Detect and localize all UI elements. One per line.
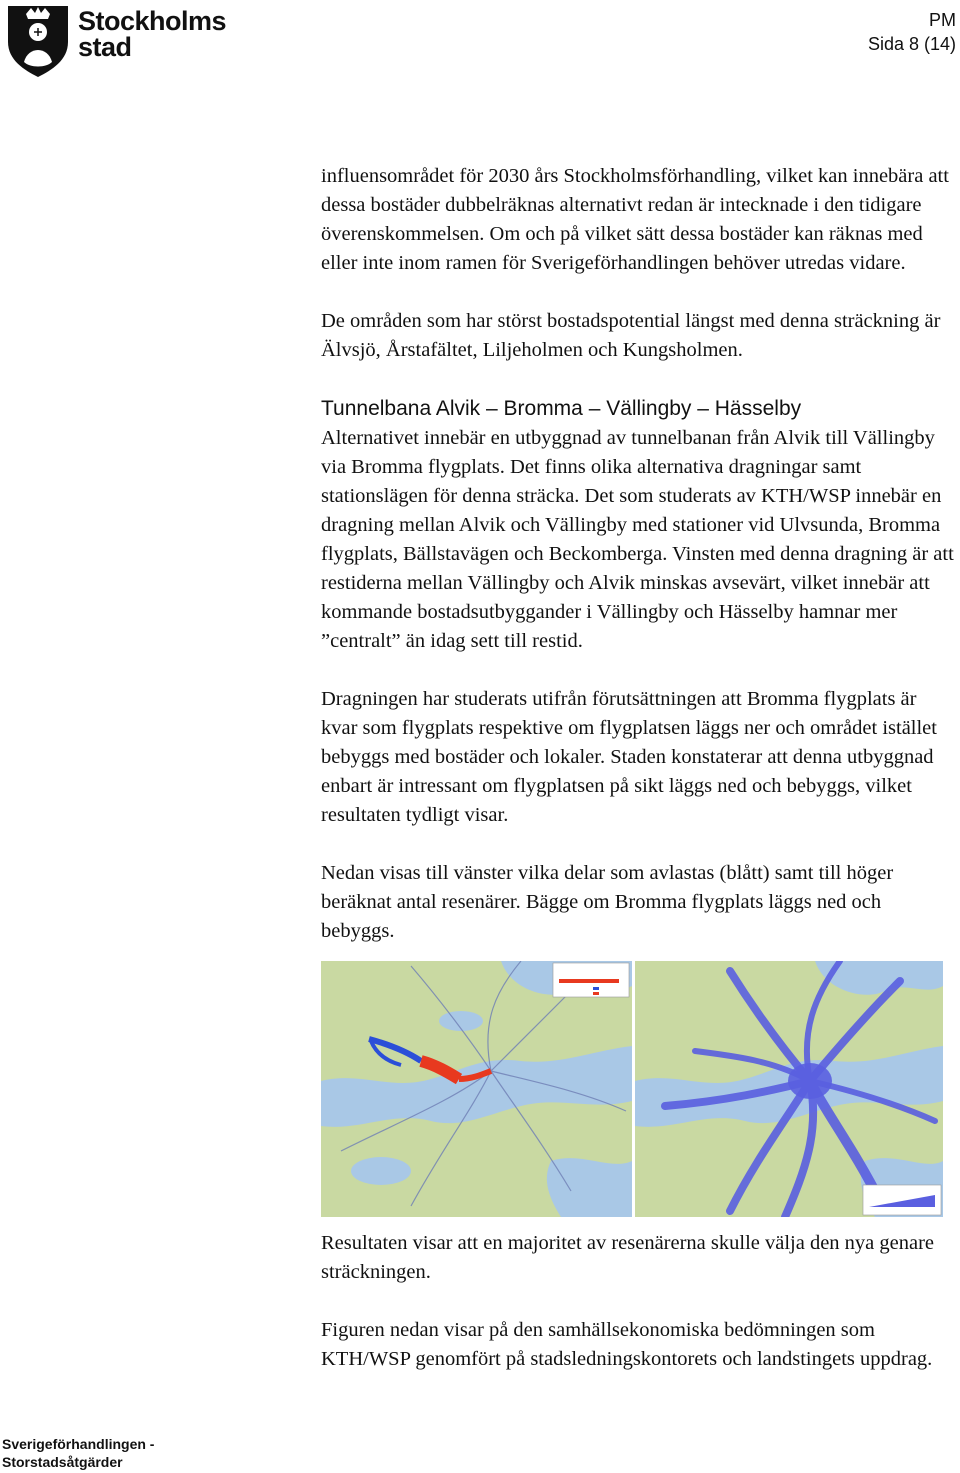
paragraph-map-caption: Nedan visas till vänster vilka delar som avlastas (blått) samt till höger beräknat antal resenärer. Bägge om Bromma flygplats läggs ned och bebyggs. — [321, 862, 894, 942]
daily-flow-map-graphic — [635, 961, 943, 1217]
doc-code: PM — [929, 10, 956, 30]
logo-text-line2: stad — [78, 32, 132, 62]
header-meta — [868, 8, 956, 56]
paragraph-socioeconomic: Figuren nedan visar på den samhällsekonomiska bedömningen som KTH/WSP genomfört på stadsledningskontorets och landstingets uppdrag. — [321, 1319, 933, 1370]
paragraph-routing-study: Dragningen har studerats utifrån förutsättningen att Bromma flygplats är kvar som flygplats respektive om flygplatsen läggs ner och området istället bebyggs med bostäder och lokaler. Staden konstaterar att denna utbyggnad enbart är intressant om flygplatsen på sikt läggs ned och bebyggs, vilket resultaten tydligt visar. — [321, 688, 937, 826]
footer-line1: Sverigeförhandlingen - — [2, 1436, 155, 1452]
map-flow-difference — [321, 961, 632, 1217]
paragraph-results: Resultaten visar att en majoritet av resenärerna skulle välja den nya genare sträckningen. — [321, 1232, 935, 1283]
footer-line2: Storstadsåtgärder — [2, 1454, 123, 1470]
paragraph-alternative: Alternativet innebär en utbyggnad av tunnelbanan från Alvik till Vällingby via Bromma flygplats. Det finns olika alternativa dragningar samt stationslägen för denna sträcka. Det som studerats av KTH/WSP innebär en dragning mellan Alvik och Vällingby med stationer vid Ulvsunda, Bromma flygplats, Bällstavägen och Beckomberga. Vinsten med denna dragning är att restiderna mellan Vällingby och Alvik minskas avsevärt, vilket innebär att kommande bostadsutbyggander i Vällingby och Hässelby hamnar mer ”centralt” än idag sett till restid. — [321, 427, 954, 652]
city-crest-icon — [4, 2, 72, 78]
section-heading: Tunnelbana Alvik – Bromma – Vällingby – Hässelby — [321, 397, 802, 420]
paragraph-influence-area: influensområdet för 2030 års Stockholmsförhandling, vilket kan innebära att dessa bostäder dubbelräknas alternativt redan är intecknade i den tidigare överenskommelsen. Om och på vilket sätt dessa bostäder kan räknas med eller inte inom ramen för Sverigeförhandlingen behöver utredas vidare. — [321, 165, 949, 274]
map-daily-flow — [635, 961, 943, 1217]
page-number: Sida 8 (14) — [867, 34, 956, 54]
map-figure — [321, 961, 943, 1217]
logo-text-line1: Stockholms — [78, 6, 227, 36]
flow-difference-map-graphic — [321, 961, 632, 1217]
document-body — [321, 162, 957, 1403]
paragraph-housing-potential: De områden som har störst bostadspotential längst med denna sträckning är Älvsjö, Årstafältet, Liljeholmen och Kungsholmen. — [321, 310, 941, 361]
footer-label — [2, 1435, 202, 1471]
stockholm-stad-logo — [4, 2, 234, 80]
